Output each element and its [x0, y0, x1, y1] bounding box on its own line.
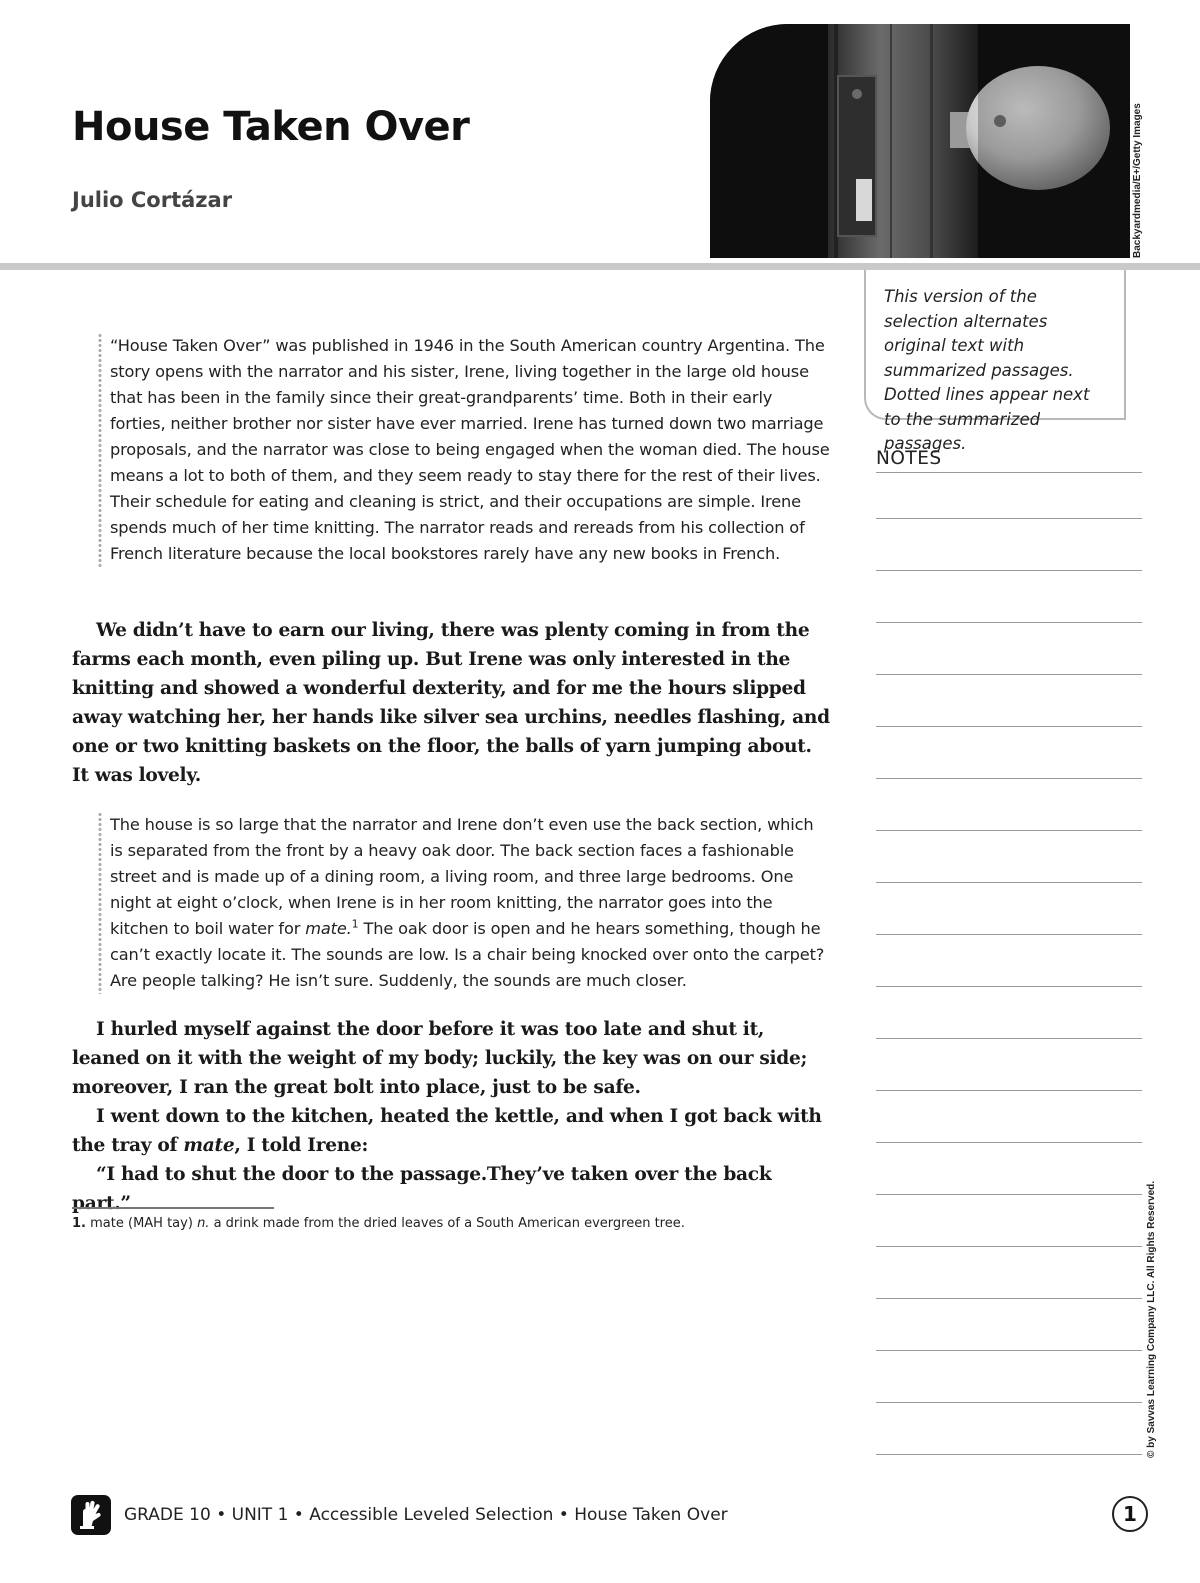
- summary-passage-1: [98, 333, 830, 567]
- note-line[interactable]: [876, 1142, 1142, 1143]
- original-2-p2-after: , I told Irene:: [234, 1135, 369, 1156]
- summary-2-before: The house is so large that the narrator and Irene don’t even use the back section, which is separated from the front by a heavy oak door. The back section faces a fashionable street and is made up of a dining room, a living room, and three large bedrooms. One night at eight o’clock, when Irene is in her room knitting, the narrator goes into the kitchen to boil water for: [110, 815, 814, 938]
- footnote-ref[interactable]: 1: [351, 917, 359, 931]
- notes-label: NOTES: [876, 448, 942, 469]
- note-line[interactable]: [876, 986, 1142, 987]
- note-line[interactable]: [876, 882, 1142, 883]
- note-line[interactable]: [876, 674, 1142, 675]
- note-line[interactable]: [876, 570, 1142, 571]
- original-2-paragraph-2: [72, 1102, 832, 1160]
- photo-credit: Backyardmedia/E+/Getty Images: [1132, 103, 1143, 258]
- footnote-number: 1.: [72, 1216, 86, 1231]
- original-2-p2-before: I went down to the kitchen, heated the kettle, and when I got back with the tray of: [72, 1106, 822, 1156]
- note-line[interactable]: [876, 1298, 1142, 1299]
- summary-text-1: “House Taken Over” was published in 1946 in the South American country Argentina. The story opens with the narrator and his sister, Irene, living together in the large old house that has been in the family since their great-grandparents’ time. Both in their early forties, neither brother nor sister have ever married. Irene has turned down two marriage proposals, and the narrator was close to being engaged when the woman died. The house means a lot to both of them, and they seem ready to stay there for the rest of their lives. Their schedule for eating and cleaning is strict, and their occupations are simple. Irene spends much of her time knitting. The narrator reads and rereads from his collection of French literature because the local bookstores rarely have any new books in French.: [110, 336, 830, 563]
- summary-text-2: [110, 812, 830, 994]
- note-line[interactable]: [876, 1246, 1142, 1247]
- note-line[interactable]: [876, 1350, 1142, 1351]
- mate-term-original: mate: [183, 1135, 235, 1156]
- summary-passage-2: [98, 812, 830, 994]
- note-line[interactable]: [876, 1402, 1142, 1403]
- hand-reading-icon: [71, 1495, 111, 1535]
- original-text-1: We didn’t have to earn our living, there was plenty coming in from the farms each month, even piling up. But Irene was only interested in the knitting and showed a wonderful dexterity, and for me the hours slipped away watching her, her hands like silver sea urchins, needles flashing, and one or two knitting baskets on the floor, the balls of yarn jumping about. It was lovely.: [72, 620, 830, 786]
- note-line[interactable]: [876, 726, 1142, 727]
- original-2-paragraph-1: I hurled myself against the door before it was too late and shut it, leaned on it with the weight of my body; luckily, the key was on our side; moreover, I ran the great bolt into place, just to be safe.: [72, 1019, 808, 1098]
- page-number: 1: [1112, 1496, 1148, 1532]
- original-passage-1: [72, 616, 832, 790]
- footnote-pronunciation: (MAH tay): [128, 1216, 193, 1231]
- header-rule: [0, 263, 1200, 270]
- note-line[interactable]: [876, 934, 1142, 935]
- note-line[interactable]: [876, 1038, 1142, 1039]
- author-name: Julio Cortázar: [72, 188, 233, 212]
- summary-2-after: The oak door is open and he hears something, though he can’t exactly locate it. The sounds are low. Is a chair being knocked over onto the carpet? Are people talking? He isn’t sure. Suddenly, the sounds are much closer.: [110, 919, 825, 990]
- footnote-1: [72, 1216, 832, 1231]
- note-line[interactable]: [876, 1194, 1142, 1195]
- footnote-pos: n.: [197, 1216, 210, 1231]
- doorknob-photo: [710, 24, 1130, 258]
- note-line[interactable]: [876, 1090, 1142, 1091]
- footnote-definition: a drink made from the dried leaves of a South American evergreen tree.: [213, 1216, 685, 1231]
- copyright-notice: © by Savvas Learning Company LLC. All Rights Reserved.: [1146, 1180, 1157, 1458]
- note-line[interactable]: [876, 518, 1142, 519]
- note-line[interactable]: [876, 1454, 1142, 1455]
- footer-text: GRADE 10 • UNIT 1 • Accessible Leveled Selection • House Taken Over: [124, 1505, 728, 1525]
- selection-note-box: [864, 270, 1126, 453]
- footnote-rule: [72, 1207, 274, 1209]
- footnote-term: mate: [90, 1216, 124, 1231]
- note-line[interactable]: [876, 778, 1142, 779]
- note-line[interactable]: [876, 472, 1142, 473]
- hand-reading-icon-svg: [71, 1495, 111, 1535]
- original-2-paragraph-3: “I had to shut the door to the passage.They’ve taken over the back part.”: [72, 1164, 772, 1214]
- original-passage-2: [72, 1015, 832, 1218]
- note-line[interactable]: [876, 622, 1142, 623]
- selection-note: This version of the selection alternates original text with summarized passages. Dotted lines appear next to the summarized passages.: [884, 287, 1090, 453]
- note-line[interactable]: [876, 830, 1142, 831]
- mate-term: mate.: [305, 919, 352, 938]
- doorknob-image: [710, 24, 1130, 258]
- page-title: House Taken Over: [72, 104, 470, 150]
